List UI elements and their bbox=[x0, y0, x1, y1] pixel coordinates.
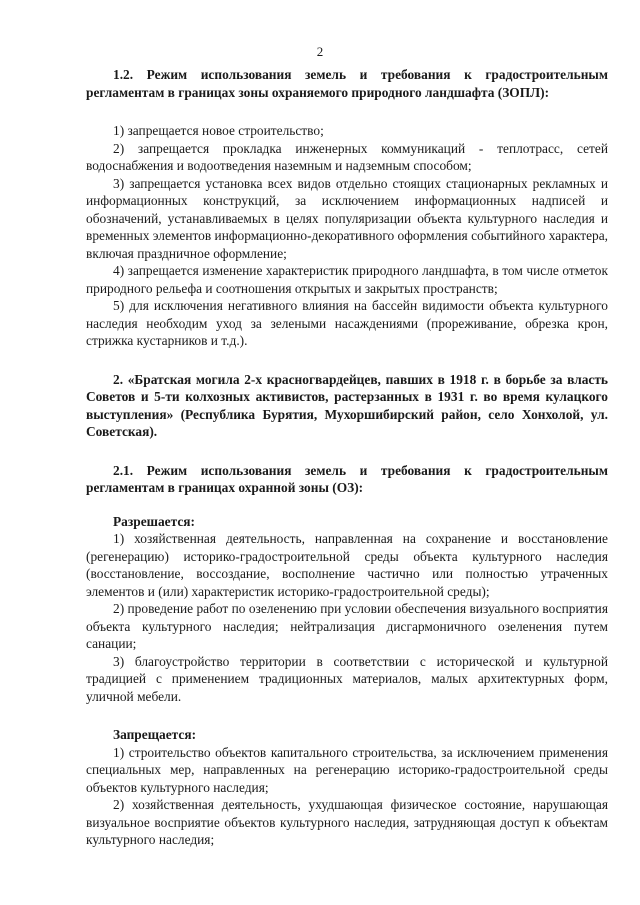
section-1-2-item-1: 1) запрещается новое строительство; bbox=[113, 123, 324, 138]
page-number: 2 bbox=[316, 44, 324, 59]
allowed-item-2: 2) проведение работ по озеленению при условии обеспечения визуального восприятия объекта культурного наследия; нейтрализация дисгармоничного озеленения путем санации; bbox=[86, 601, 608, 651]
allowed-item-3: 3) благоустройство территории в соответствии с исторической и культурной традицией с применением традиционных материалов, малых архитектурных форм, уличной мебели. bbox=[86, 653, 608, 704]
allowed-item-1: 1) хозяйственная деятельность, направленная на сохранение и восстановление (регенерацию) историко-градостроительной среды объекта культурного наследия (восстановление, воссоздание, восполнение частично или полностью утраченных элементов и (или) характеристик историко-градостроительной среды); bbox=[86, 531, 608, 599]
forbidden-item-2: 2) хозяйственная деятельность, ухудшающая физическое состояние, нарушающая визуальное восприятие объектов культурного наследия, затрудняющая доступ к объектам культурного наследия; bbox=[86, 797, 608, 847]
section-1-2-heading: 1.2. Режим использования земель и требования к градостроительным регламентам в границах зоны охраняемого природного ландшафта (ЗОПЛ): bbox=[86, 67, 608, 100]
allowed-title: Разрешается: bbox=[113, 513, 195, 529]
section-1-2-item-4: 4) запрещается изменение характеристик природного ландшафта, в том числе отметок природного рельефа и соотношения открытых и закрытых пространств; bbox=[86, 263, 608, 296]
section-1-2-item-5: 5) для исключения негативного влияния на бассейн видимости объекта культурного наследия необходим уход за зелеными насаждениями (прореживание, обрезка крон, стрижка кустарников и т.д.). bbox=[86, 298, 608, 348]
forbidden-item-1: 1) строительство объектов капитального строительства, за исключением применения специальных мер, направленных на регенерацию историко-градостроительной среды объектов культурного наследия; bbox=[86, 744, 608, 795]
document-body bbox=[86, 66, 608, 849]
section-2-1-heading: 2.1. Режим использования земель и требования к градостроительным регламентам в границах охранной зоны (ОЗ): bbox=[86, 462, 608, 495]
section-1-2-item-2: 2) запрещается прокладка инженерных коммуникаций - теплотрасс, сетей водоснабжения и водоотведения наземным и надземным способом; bbox=[86, 140, 608, 173]
section-1-2-item-3: 3) запрещается установка всех видов отдельно стоящих стационарных рекламных и информационных конструкций, за исключением информационных надписей и обозначений, устанавливаемых в целях популяризации объекта культурного наследия и временных элементов информационно-декоративного оформления событийного характера, включая праздничное оформление; bbox=[86, 175, 608, 261]
forbidden-title: Запрещается: bbox=[113, 727, 197, 742]
section-2-heading: 2. «Братская могила 2-х красногвардейцев, павших в 1918 г. в борьбе за власть Советов и 5-ти колхозных активистов, растерзанных в 1931 г. во время кулацкого выступления» (Республика Бурятия, Мухоршибирский район, село Хонхолой, ул. Советская). bbox=[86, 371, 608, 439]
